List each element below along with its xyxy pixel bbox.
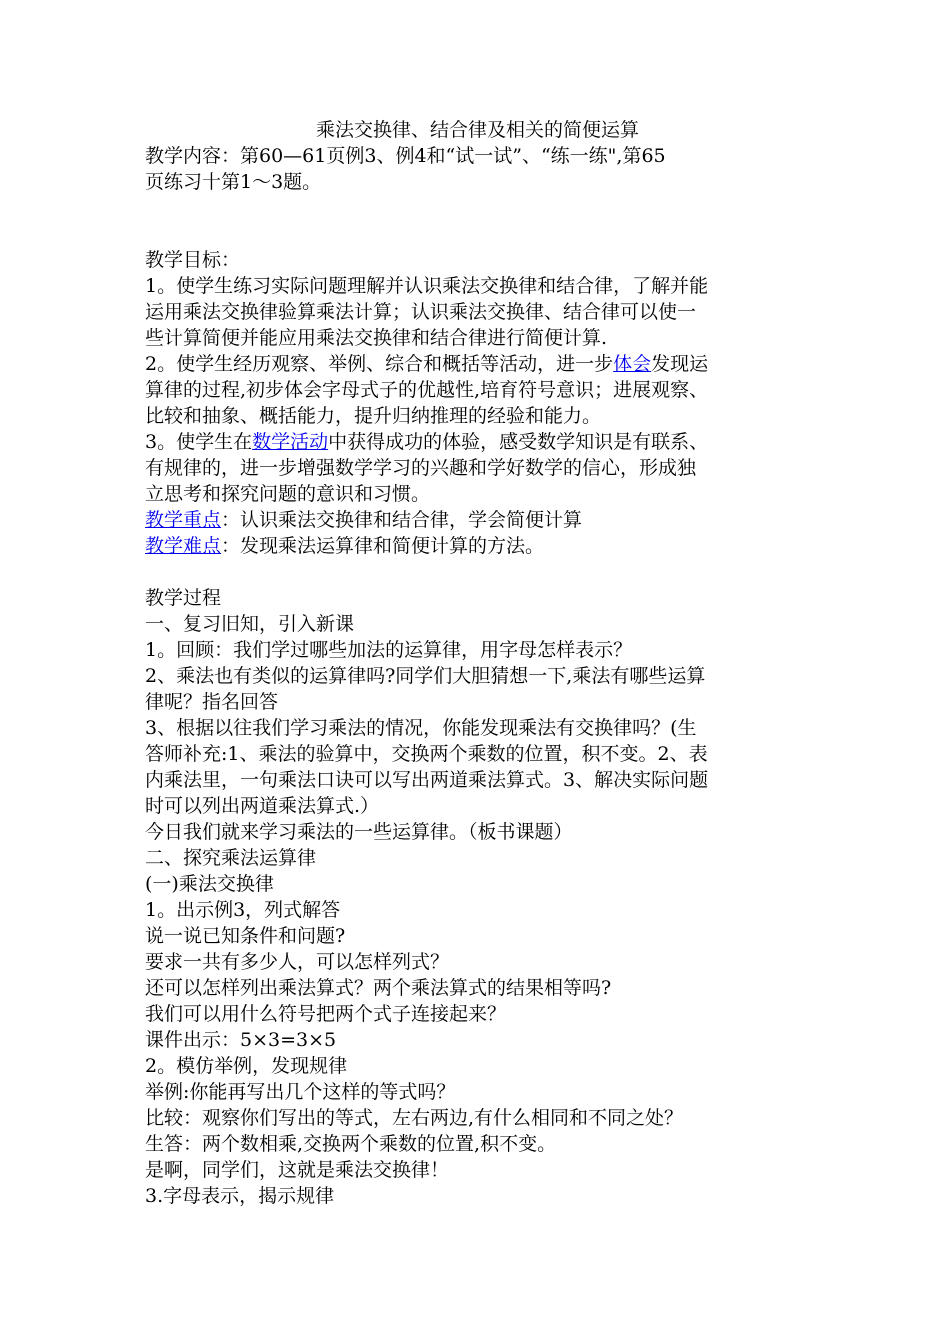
process-line: 内乘法里，一句乘法口诀可以写出两道乘法算式。3、解决实际问题 [145, 769, 709, 791]
link-difficult-point[interactable]: 教学难点 [145, 535, 222, 557]
process-line: 还可以怎样列出乘法算式？两个乘法算式的结果相等吗? [145, 977, 612, 999]
link-math-activity[interactable]: 数学活动 [252, 431, 329, 453]
objective-line: 比较和抽象、概括能力，提升归纳推理的经验和能力。 [145, 405, 602, 427]
process-line: 律呢？指名回答 [145, 691, 279, 713]
process-line: 要求一共有多少人，可以怎样列式？ [145, 951, 450, 973]
process-heading: 教学过程 [145, 587, 222, 609]
document-title: 乘法交换律、结合律及相关的简便运算 [315, 119, 639, 141]
objective-text: 中获得成功的体验，感受数学知识是有联系、 [328, 431, 709, 453]
process-line: 答师补充:1、乘法的验算中，交换两个乘数的位置，积不变。2、表 [145, 743, 708, 765]
objective-line [145, 429, 810, 455]
process-line: 3.字母表示，揭示规律 [145, 1185, 335, 1207]
link-tihui[interactable]: 体会 [613, 353, 652, 375]
difficult-point-line [145, 533, 810, 559]
link-key-point[interactable]: 教学重点 [145, 509, 222, 531]
process-line: 2、乘法也有类似的运算律吗?同学们大胆猜想一下,乘法有哪些运算 [145, 665, 706, 687]
key-point-text: ：认识乘法交换律和结合律，学会简便计算 [221, 509, 583, 531]
blank-line [145, 559, 810, 585]
objective-text: 2。使学生经历观察、举例、综合和概括等活动，进一步 [145, 353, 614, 375]
process-line: 比较：观察你们写出的等式，左右两边,有什么相同和不同之处？ [145, 1107, 684, 1129]
process-line: 我们可以用什么符号把两个式子连接起来？ [145, 1003, 507, 1025]
process-line: 2。模仿举例，发现规律 [145, 1055, 348, 1077]
process-line: 时可以列出两道乘法算式.） [145, 795, 380, 817]
difficult-point-text: ：发现乘法运算律和简便计算的方法。 [221, 535, 545, 557]
objective-line: 运用乘法交换律验算乘法计算；认识乘法交换律、结合律可以使一 [145, 301, 697, 323]
process-line: 生答：两个数相乘,交换两个乘数的位置,积不变。 [145, 1133, 557, 1155]
objective-text: 发现运 [651, 353, 709, 375]
objective-line: 1。使学生练习实际问题理解并认识乘法交换律和结合律，了解并能 [145, 275, 709, 297]
section-heading: 一、复习旧知，引入新课 [145, 613, 355, 635]
objective-line: 有规律的，进一步增强数学学习的兴趣和学好数学的信心，形成独 [145, 457, 697, 479]
objectives-heading: 教学目标： [145, 249, 241, 271]
blank-line [145, 221, 810, 247]
process-line: 说一说已知条件和问题? [145, 925, 346, 947]
process-line: 是啊，同学们，这就是乘法交换律！ [145, 1159, 450, 1181]
process-line: 1。回顾：我们学过哪些加法的运算律，用字母怎样表示？ [145, 639, 633, 661]
objective-line [145, 351, 810, 377]
objective-line: 立思考和探究问题的意识和习惯。 [145, 483, 431, 505]
process-line: 1。出示例3，列式解答 [145, 899, 341, 921]
objective-text: 3。使学生在 [145, 431, 253, 453]
subsection-heading: (一)乘法交换律 [145, 873, 274, 895]
document-page [145, 117, 810, 1209]
process-line: 举例:你能再写出几个这样的等式吗？ [145, 1081, 456, 1103]
objective-line: 算律的过程,初步体会字母式子的优越性,培育符号意识；进展观察、 [145, 379, 709, 401]
key-point-line [145, 507, 810, 533]
section-heading: 二、探究乘法运算律 [145, 847, 317, 869]
content-line-2: 页练习十第1～3题。 [145, 171, 322, 193]
content-line-1: 教学内容：第60—61页例3、例4和“试一试”、“练一练",第65 [145, 145, 666, 167]
process-line: 课件出示：5×3=3×5 [145, 1029, 337, 1051]
process-line: 3、根据以往我们学习乘法的情况，你能发现乘法有交换律吗？(生 [145, 717, 697, 739]
process-line: 今日我们就来学习乘法的一些运算律。（板书课题） [145, 821, 573, 843]
blank-line [145, 195, 810, 221]
objective-line: 些计算简便并能应用乘法交换律和结合律进行简便计算. [145, 327, 608, 349]
